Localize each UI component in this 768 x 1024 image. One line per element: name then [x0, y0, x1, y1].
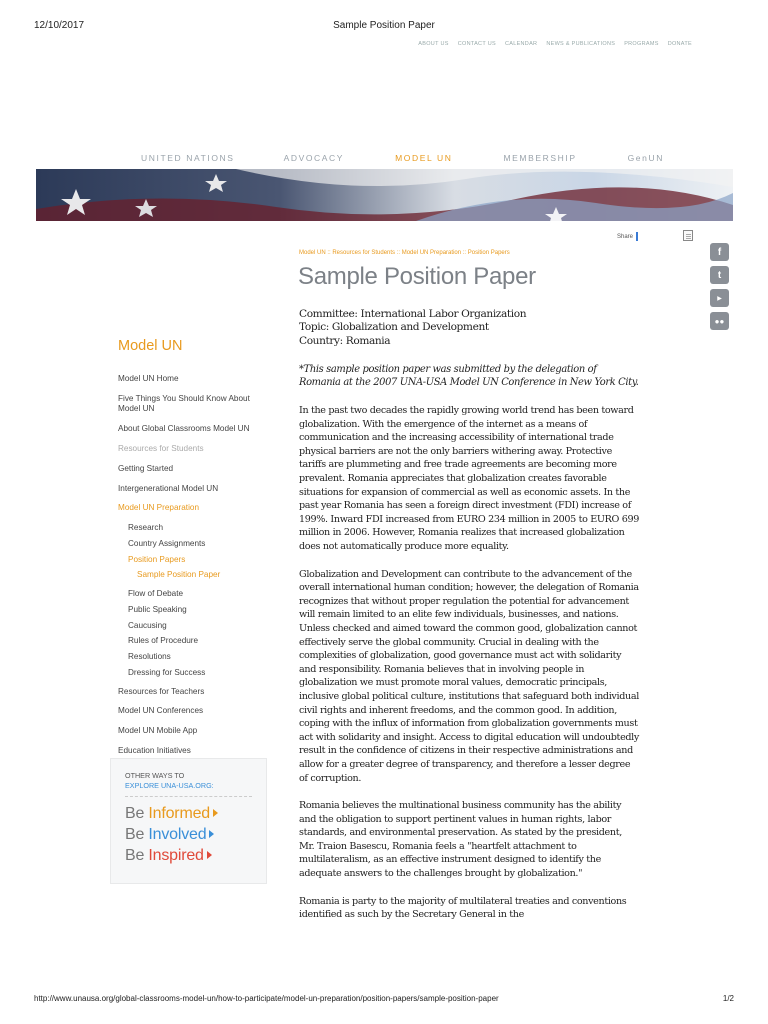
sidebar-item-caucusing[interactable]: Caucusing [128, 620, 167, 630]
sidebar-item-country-assignments[interactable]: Country Assignments [128, 538, 206, 548]
topic-line: Topic: Globalization and Development [299, 321, 489, 334]
paragraph-2: Globalization and Development can contribute to the advancement of the overall international human condition; however, the delegation of Romania recognizes that without proper regulation the potential for advancement will remain limited to an elite few individuals, businesses, and nations. Unless checked and aimed toward the common good, globalization cannot effectively serve the global community. Crucial in dealing with the complexities of globalization, good governance must act with solidarity and responsibility. Romania believes that in involving people in globalization we must promote moral values, democratic principals, inclusive global political culture, institutions that safeguard both individual civil rights and inherent freedoms, and the common good. In addition, coping with the influx of information from globalization governments must act with solidarity and insight. Access to digital education will undoubtedly result in the confidence of citizens in their respective administrations and allow for a greater degree of transparency, and therefore a lesser degree of corruption. [299, 568, 639, 784]
util-link-contact-us[interactable]: CONTACT US [457, 41, 496, 47]
breadcrumb[interactable]: Model UN :: Resources for Students :: Model UN Preparation :: Position Papers [299, 250, 510, 256]
youtube-icon[interactable]: ▶ [710, 289, 729, 307]
share-bar-icon [636, 232, 638, 241]
flickr-icon[interactable]: ●● [710, 312, 729, 330]
be-inspired-link[interactable] [125, 847, 252, 865]
be-word: Be [125, 805, 145, 822]
promo-divider [125, 796, 252, 797]
share-label: Share [617, 233, 634, 240]
sidebar-item-position-papers[interactable]: Position Papers [128, 554, 186, 564]
informed-word: Informed [148, 805, 210, 822]
arrow-right-icon [213, 809, 218, 817]
sidebar-title: Model UN [118, 338, 183, 354]
promo-heading: OTHER WAYS TO [125, 771, 185, 780]
sample-note: *This sample position paper was submitted by the delegation of Romania at the 2007 UNA-USA Model UN Conference in New York City. [299, 363, 639, 389]
be-word: Be [125, 847, 145, 864]
sidebar-item-model-un-conferences[interactable]: Model UN Conferences [118, 706, 204, 716]
facebook-icon[interactable]: f [710, 243, 729, 261]
print-header [34, 20, 734, 34]
sidebar-item-five-things[interactable]: Five Things You Should Know About Model UN [118, 393, 250, 414]
print-icon[interactable] [683, 230, 693, 241]
sidebar-item-research[interactable]: Research [128, 523, 164, 533]
sidebar-item-getting-started[interactable]: Getting Started [118, 463, 174, 473]
share-widget[interactable] [617, 232, 638, 241]
involved-word: Involved [148, 826, 207, 843]
be-word: Be [125, 826, 145, 843]
sidebar-item-sample-position-paper[interactable]: Sample Position Paper [137, 570, 221, 580]
print-date: 12/10/2017 [34, 20, 85, 31]
nav-model-un[interactable]: MODEL UN [395, 153, 453, 163]
explore-promo-box [110, 758, 267, 884]
twitter-icon[interactable]: t [710, 266, 729, 284]
promo-explore-link[interactable]: EXPLORE UNA-USA.ORG: [125, 781, 214, 790]
footer-page-number: 1/2 [722, 994, 734, 1003]
paragraph-1: In the past two decades the rapidly growing world trend has been toward globalization. With the emergence of the internet as a means of communication and the increasing accessibility of international trade physical barriers are not the only barriers withering away. Protective tariffs are plummeting and free trade agreements are becoming more prevalent. Romania appreciates that globalization creates favorable situations for expansion of commercial as well as economic assets. In the past year Romania has seen a foreign direct investment (FDI) increase of 199%. Inward FDI increased from EURO 234 million in 2005 to EURO 699 million in 2006. However, Romania realizes that increased globalization does not automatically produce more equality. [299, 405, 639, 553]
sidebar-item-rules-of-procedure[interactable]: Rules of Procedure [128, 636, 199, 646]
util-link-calendar[interactable]: CALENDAR [504, 41, 538, 47]
sidebar-item-about-global-classrooms[interactable]: About Global Classrooms Model UN [118, 424, 250, 434]
sidebar-item-resolutions[interactable]: Resolutions [128, 652, 171, 662]
arrow-right-icon [207, 851, 212, 859]
sidebar-item-dressing-for-success[interactable]: Dressing for Success [128, 667, 206, 677]
nav-advocacy[interactable]: ADVOCACY [283, 153, 345, 163]
sidebar-item-education-initiatives[interactable]: Education Initiatives [118, 745, 191, 755]
article-body [299, 308, 639, 936]
util-link-donate[interactable]: DONATE [667, 41, 692, 47]
committee-line: Committee: International Labor Organization [299, 308, 527, 320]
paragraph-4: Romania is party to the majority of multilateral treaties and conventions identified as such by the Secretary General in the [299, 895, 627, 921]
print-title: Sample Position Paper [333, 20, 435, 31]
util-link-news-publications[interactable]: NEWS & PUBLICATIONS [546, 41, 616, 47]
nav-united-nations[interactable]: UNITED NATIONS [141, 153, 235, 163]
sidebar-item-model-un-preparation[interactable]: Model UN Preparation [118, 503, 200, 513]
sidebar-item-resources-for-teachers[interactable]: Resources for Teachers [118, 686, 205, 696]
be-involved-link[interactable] [125, 826, 252, 844]
sidebar [118, 338, 268, 766]
paragraph-3: Romania believes the multinational business community has the ability and the obligation to support pertinent values in human rights, labor standards, and environmental preservation. As stated by the president, Mr. Traion Basescu, Romania feels a "heartfelt attachment to multilateralism, as an effective instrument designed to identify the adequate answers to the challenges brought by globalization." [299, 800, 622, 880]
page-title: Sample Position Paper [298, 263, 536, 290]
paper-meta [299, 308, 639, 348]
sidebar-item-model-un-home[interactable]: Model UN Home [118, 374, 179, 383]
nav-membership[interactable]: MEMBERSHIP [503, 153, 577, 163]
sidebar-item-public-speaking[interactable]: Public Speaking [128, 604, 187, 614]
footer-url: http://www.unausa.org/global-classrooms-model-un/how-to-participate/model-un-preparation/position-papers/sample-position-paper [34, 994, 499, 1003]
sidebar-item-resources-for-students[interactable]: Resources for Students [118, 443, 204, 453]
sidebar-item-model-un-mobile-app[interactable]: Model UN Mobile App [118, 726, 198, 736]
utility-nav [418, 41, 692, 47]
main-nav [36, 153, 733, 163]
banner-image [36, 169, 733, 221]
util-link-programs[interactable]: PROGRAMS [624, 41, 659, 47]
nav-genun[interactable]: GenUN [627, 153, 664, 163]
country-line: Country: Romania [299, 334, 391, 347]
arrow-right-icon [209, 830, 214, 838]
inspired-word: Inspired [148, 847, 204, 864]
sidebar-item-flow-of-debate[interactable]: Flow of Debate [128, 589, 184, 598]
sidebar-menu [118, 374, 268, 756]
util-link-about-us[interactable]: ABOUT US [418, 41, 449, 47]
be-informed-link[interactable] [125, 805, 252, 823]
sidebar-item-intergenerational[interactable]: Intergenerational Model UN [118, 483, 219, 493]
